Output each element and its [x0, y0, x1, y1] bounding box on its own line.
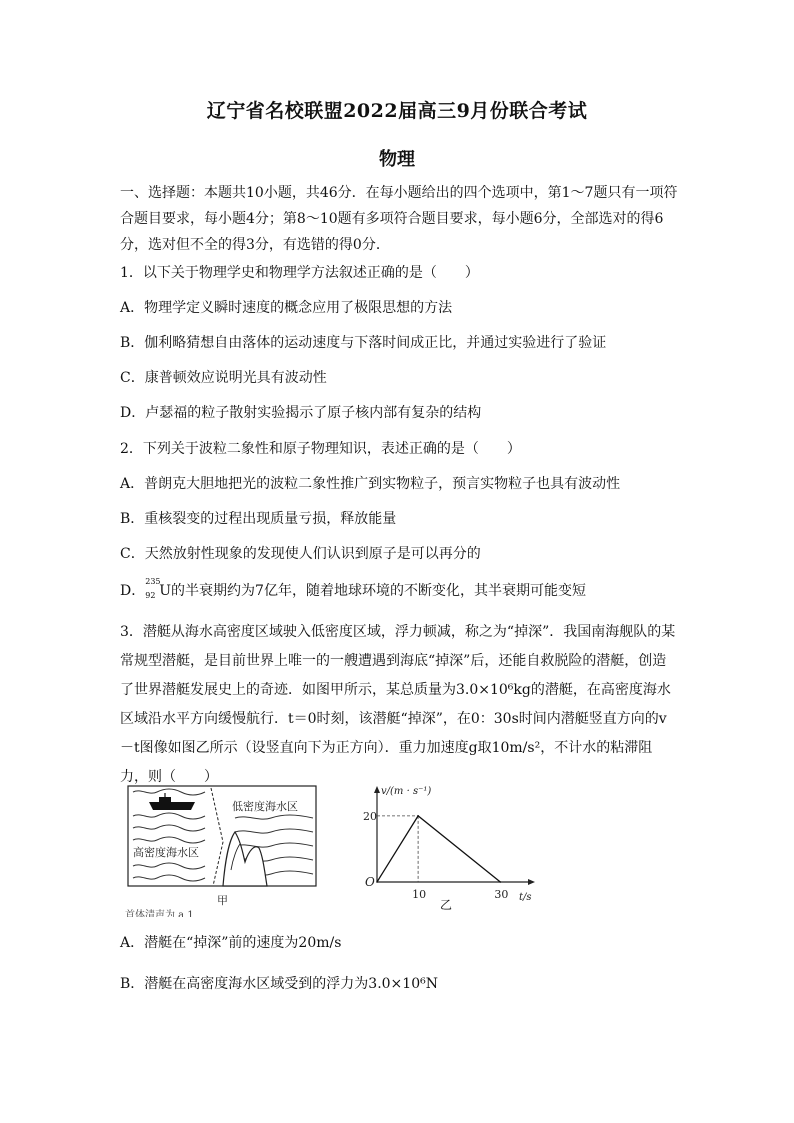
- question-1-option-b: B．伽利略猜想自由落体的运动速度与下落时间成正比，并通过实验进行了验证: [120, 335, 607, 351]
- origin-label: O: [365, 875, 375, 889]
- question-3-option-a: A．潜艇在“掉深”前的速度为20m/s: [120, 935, 342, 951]
- option-d-prefix: D．: [120, 583, 146, 599]
- element-symbol: U: [159, 583, 172, 599]
- question-2-option-c: C．天然放射性现象的发现使人们认识到原子是可以再分的: [120, 546, 481, 562]
- y-tick-label: 20: [363, 809, 377, 823]
- question-1-option-c: C．康普顿效应说明光具有波动性: [120, 370, 327, 386]
- velocity-data-point: [500, 881, 502, 883]
- wave-line: [133, 825, 205, 831]
- wave-line: [133, 789, 205, 795]
- figure-jia-drawing: [125, 782, 320, 917]
- question-2-option-b: B．重核裂变的过程出现质量亏损，释放能量: [120, 511, 397, 527]
- figure-jia: [125, 782, 320, 917]
- density-boundary: [211, 788, 223, 886]
- section-instructions: 一、选择题：本题共10小题，共46分．在每小题给出的四个选项中，第1～7题只有一项符合题目要求，每小题4分；第8～10题有多项符合题目要求，每小题6分，全部选对的得6分，选对但不全的得3分，有选错的得0分．: [120, 185, 678, 253]
- velocity-series-line: [377, 816, 500, 882]
- exam-title: 辽宁省名校联盟2022届高三9月份联合考试: [206, 100, 588, 122]
- atomic-number: 92: [145, 591, 156, 600]
- cut-off-text: 首体清声为 a 1: [125, 910, 194, 917]
- wave-line: [235, 829, 313, 833]
- question-2-stem: 2．下列关于波粒二象性和原子物理知识，表述正确的是（ ）: [120, 441, 521, 457]
- question-2-option-a: A．普朗克大胆地把光的波粒二象性推广到实物粒子，预言实物粒子也具有波动性: [120, 476, 621, 492]
- wave-line: [235, 843, 313, 847]
- velocity-data-point: [417, 815, 419, 817]
- low-density-label: 低密度海水区: [232, 800, 298, 813]
- x-axis-label: t/s: [519, 892, 532, 903]
- question-2-option-d: [120, 577, 680, 602]
- question-1-stem: 1．以下关于物理学史和物理学方法叙述正确的是（ ）: [120, 265, 479, 281]
- wave-line: [133, 875, 205, 881]
- x-tick-label: 10: [412, 888, 427, 901]
- high-density-label: 高密度海水区: [133, 846, 199, 859]
- nuclide-symbol: [145, 577, 161, 600]
- figure-yi-caption: 乙: [440, 898, 453, 912]
- subject-title: 物理: [379, 149, 415, 170]
- wave-line: [133, 863, 205, 869]
- wave-line: [133, 813, 205, 819]
- submarine-tower: [159, 797, 171, 803]
- y-axis-label: v/(m · s⁻¹): [381, 786, 432, 797]
- mass-number: 235: [145, 577, 161, 586]
- figure-jia-caption: 甲: [217, 894, 228, 907]
- question-1-option-d: D．卢瑟福的粒子散射实验揭示了原子核内部有复杂的结构: [120, 405, 482, 421]
- option-d-text: 的半衰期约为7亿年，随着地球环境的不断变化，其半衰期可能变短: [171, 583, 586, 599]
- question-3-option-b: B．潜艇在高密度海水区域受到的浮力为3.0×10⁶N: [120, 976, 438, 992]
- question-1-option-a: A．物理学定义瞬时速度的概念应用了极限思想的方法: [120, 300, 453, 316]
- question-3-stem: 3．潜艇从海水高密度区域驶入低密度区域，浮力顿减，称之为“掉深”．我国南海舰队的某常规型潜艇，是目前世界上唯一的一艘遭遇到海底“掉深”后，还能自救脱险的潜艇，创造了世界潜艇发展史上的奇迹．如图甲所示，某总质量为3.0×10⁶kg的潜艇，在高密度海水区域沿水平方向缓慢航行．t＝0时刻，该潜艇“掉深”，在0：30s时间内潜艇竖直方向的v－t图像如图乙所示（设竖直向下为正方向）．重力加速度g取10m/s²，不计水的粘滞阻力，则（ ）: [120, 624, 676, 785]
- x-tick-label: 30: [494, 888, 509, 901]
- x-axis-arrow: [528, 879, 535, 885]
- submarine-hull: [149, 802, 195, 810]
- velocity-data-point: [376, 881, 378, 883]
- vt-chart: [355, 782, 545, 912]
- figure-yi: [355, 782, 545, 912]
- wave-line: [133, 837, 205, 843]
- wave-line: [235, 815, 313, 819]
- y-axis-arrow: [374, 786, 380, 793]
